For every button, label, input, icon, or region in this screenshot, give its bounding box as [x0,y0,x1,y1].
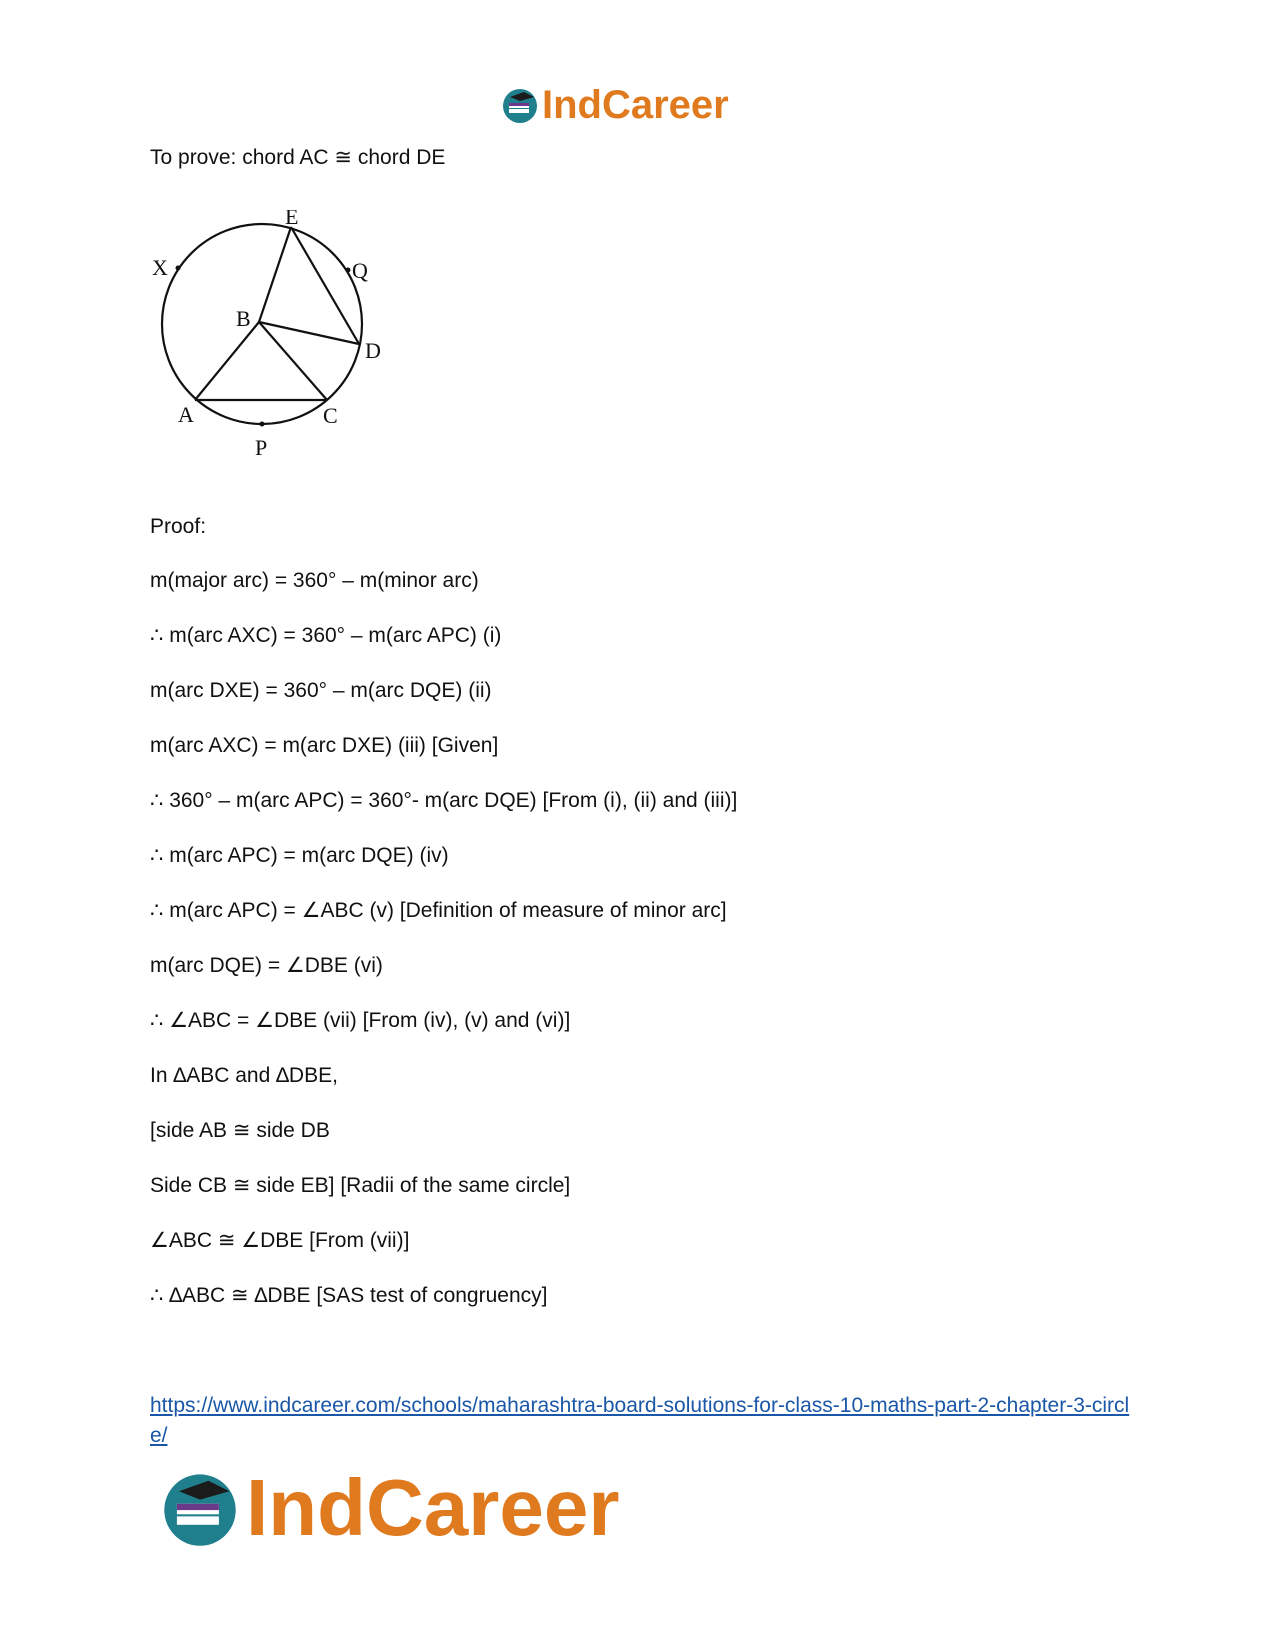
proof-line: ∴ m(arc APC) = ∠ABC (v) [Definition of measure of minor arc] [150,899,727,922]
proof-line: [side AB ≅ side DB [150,1119,330,1142]
proof-line: m(arc AXC) = m(arc DXE) (iii) [Given] [150,734,499,757]
footer-logo [158,1463,619,1553]
label-Q: Q [352,258,368,283]
proof-line: m(arc DQE) = ∠DBE (vi) [150,954,383,977]
point-P [260,422,265,427]
proof-line: ∴ m(arc AXC) = 360° – m(arc APC) (i) [150,624,502,647]
proof-line: ∠ABC ≅ ∠DBE [From (vii)] [150,1229,410,1252]
label-X: X [152,255,168,280]
point-X [176,266,181,271]
logo-text: IndCareer [246,1463,620,1552]
proof-title: Proof: [150,515,207,538]
header-logo [500,80,729,130]
label-C: C [323,403,338,428]
label-E: E [285,210,299,229]
proof-line: m(arc DXE) = 360° – m(arc DQE) (ii) [150,679,492,702]
proof-line: In ∆ABC and ∆DBE, [150,1064,338,1087]
proof-line: ∴ 360° – m(arc APC) = 360°- m(arc DQE) [From (i), (ii) and (iii)] [150,789,738,812]
label-B: B [236,306,251,331]
proof-line: ∴ ∆ABC ≅ ∆DBE [SAS test of congruency] [150,1284,548,1307]
proof-line: Side CB ≅ side EB] [Radii of the same circle] [150,1174,571,1197]
proof-line: m(major arc) = 360° – m(minor arc) [150,569,479,592]
point-Q [346,268,351,273]
label-A: A [178,402,194,427]
segment-AB [195,322,259,400]
source-link[interactable]: https://www.indcareer.com/schools/maharashtra-board-solutions-for-class-10-maths-part-2-chapter-3-circle/ [150,1394,1130,1447]
proof-line: ∴ ∠ABC = ∠DBE (vii) [From (iv), (v) and (vi)] [150,1009,571,1032]
label-D: D [365,338,381,363]
segment-ED [291,227,359,344]
segment-BE [259,227,291,322]
logo-globe-icon [158,1466,242,1550]
circle-figure [148,210,408,470]
logo-text: IndCareer [542,82,729,127]
proof-line: ∴ m(arc APC) = m(arc DQE) (iv) [150,844,449,867]
label-P: P [255,435,268,460]
page-heading: To prove: chord AC ≅ chord DE [150,146,446,169]
logo-globe-icon [500,85,540,125]
